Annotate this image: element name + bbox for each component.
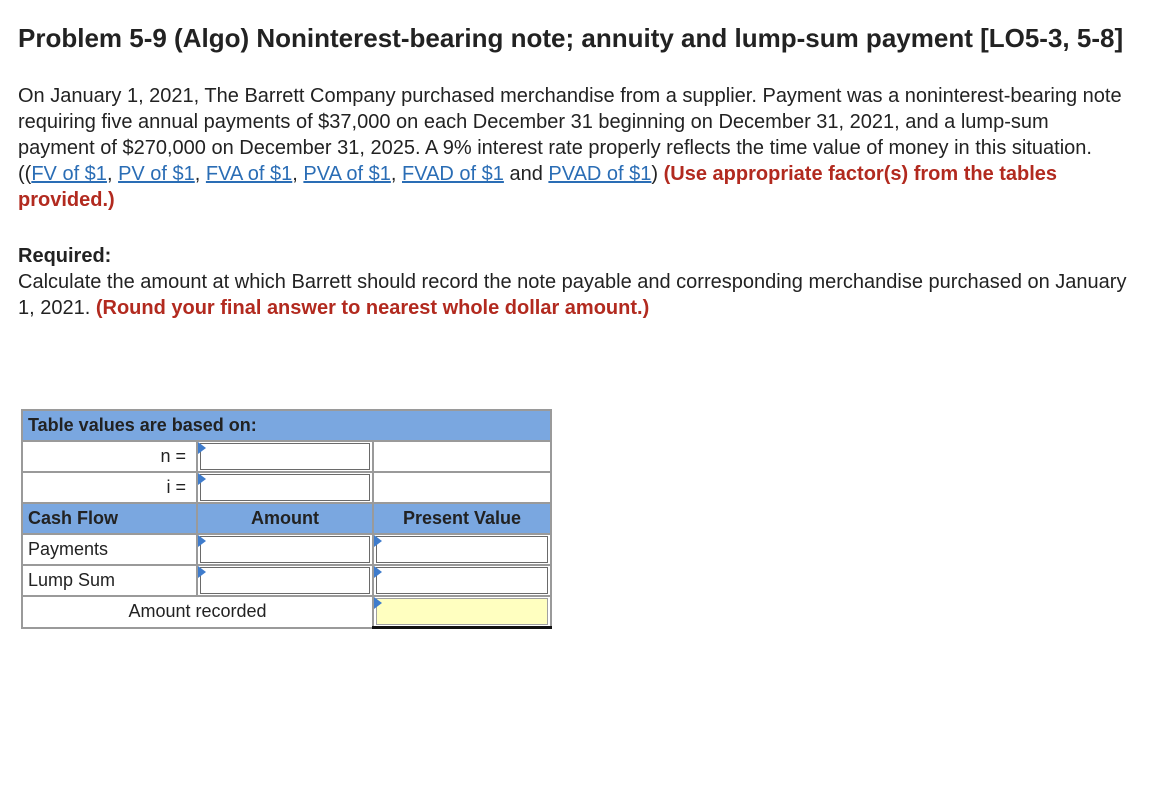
lump-sum-amount-input[interactable] — [200, 567, 370, 594]
pv-table-link[interactable]: PV of $1 — [118, 163, 195, 185]
input-marker-icon — [198, 473, 206, 485]
amount-recorded-label: Amount recorded — [22, 596, 373, 628]
required-text: Calculate the amount at which Barrett should record the note payable and corresponding merchandise purchased on January 1, 2021. — [18, 271, 1127, 319]
column-header-row — [22, 503, 551, 534]
amount-recorded-input[interactable] — [376, 598, 548, 625]
fvad-table-link[interactable]: FVAD of $1 — [402, 163, 504, 185]
separator: and — [503, 163, 549, 185]
separator: ) — [651, 163, 664, 185]
lump-sum-amount-cell — [197, 565, 373, 596]
worksheet-table — [21, 409, 552, 629]
payments-row — [22, 534, 551, 565]
payments-pv-cell — [373, 534, 551, 565]
rounding-instruction: (Round your final answer to nearest whole dollar amount.) — [95, 297, 650, 319]
factor-instruction: (Use appropriate factor(s) from the tables provided.) — [18, 163, 1058, 211]
lump-sum-row — [22, 565, 551, 596]
i-empty-cell — [373, 472, 551, 503]
i-input[interactable] — [200, 474, 370, 501]
i-label: i = — [22, 472, 197, 503]
n-label: n = — [22, 441, 197, 472]
n-input[interactable] — [200, 443, 370, 470]
input-marker-icon — [198, 535, 206, 547]
separator: , — [106, 163, 119, 185]
input-marker-icon — [374, 566, 382, 578]
payments-amount-cell — [197, 534, 373, 565]
amount-header: Amount — [197, 503, 373, 534]
lump-sum-pv-cell — [373, 565, 551, 596]
pva-table-link[interactable]: PVA of $1 — [303, 163, 391, 185]
fva-table-link[interactable]: FVA of $1 — [205, 163, 293, 185]
separator: , — [390, 163, 402, 185]
n-row — [22, 441, 551, 472]
input-marker-icon — [198, 566, 206, 578]
worksheet-header: Table values are based on: — [22, 410, 551, 441]
lump-sum-label: Lump Sum — [22, 565, 197, 596]
i-cell — [197, 472, 373, 503]
input-marker-icon — [198, 442, 206, 454]
payments-amount-input[interactable] — [200, 536, 370, 563]
lump-sum-pv-input[interactable] — [376, 567, 548, 594]
cash-flow-header: Cash Flow — [22, 503, 197, 534]
problem-text: On January 1, 2021, The Barrett Company purchased merchandise from a supplier. Payment was a noninterest-bearing note requiring five annual payments of $37,000 on each December 31 beginning on December 31, 2021, and a lump-sum payment of $270,000 on December 31, 2025. A 9% interest rate properly reflects the time value of money in this situation. (( — [18, 85, 1122, 185]
problem-title: Problem 5-9 (Algo) Noninterest-bearing note; annuity and lump-sum payment [LO5-3, 5-8] — [18, 23, 1124, 53]
pvad-table-link[interactable]: PVAD of $1 — [548, 163, 652, 185]
required-heading: Required: — [18, 245, 112, 267]
payments-pv-input[interactable] — [376, 536, 548, 563]
input-marker-icon — [374, 535, 382, 547]
problem-statement — [18, 83, 1128, 213]
fv-table-link[interactable]: FV of $1 — [31, 163, 107, 185]
input-marker-icon — [374, 597, 382, 609]
amount-recorded-cell — [373, 596, 551, 628]
problem-container — [18, 22, 1128, 321]
present-value-header: Present Value — [373, 503, 551, 534]
separator: , — [194, 163, 206, 185]
amount-recorded-row — [22, 596, 551, 628]
required-statement — [18, 269, 1128, 321]
n-cell — [197, 441, 373, 472]
i-row — [22, 472, 551, 503]
n-empty-cell — [373, 441, 551, 472]
separator: , — [292, 163, 304, 185]
payments-label: Payments — [22, 534, 197, 565]
worksheet-header-row — [22, 410, 551, 441]
